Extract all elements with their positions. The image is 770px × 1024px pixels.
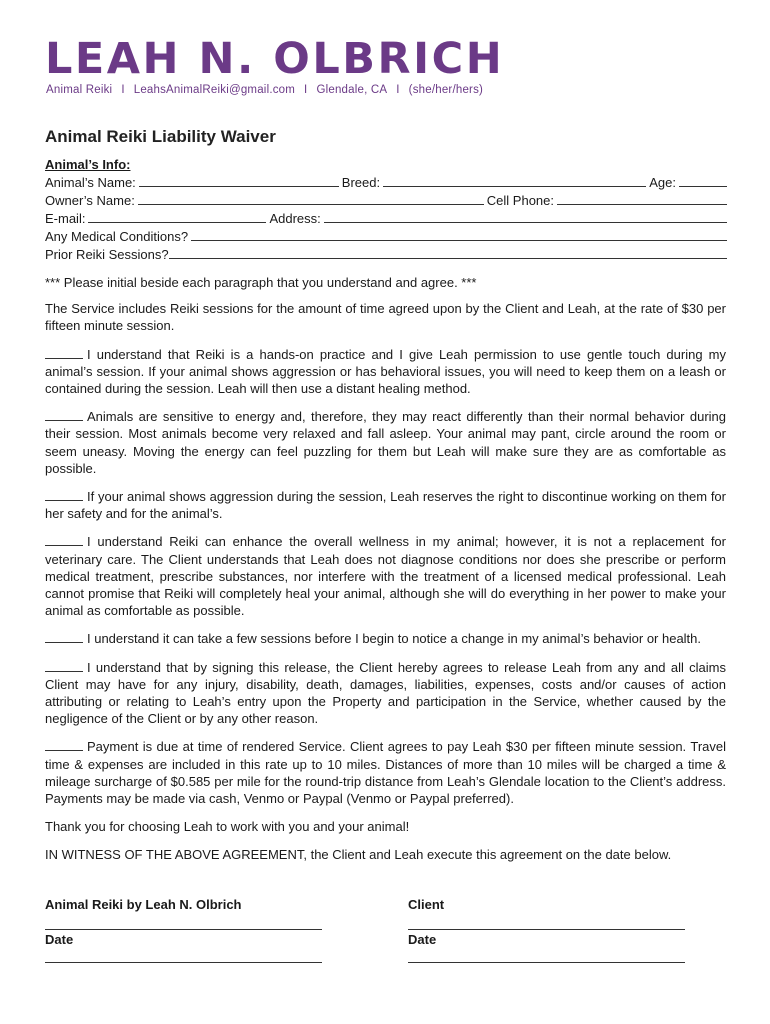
contact-email[interactable]: LeahsAnimalReiki@gmail.com [133,84,296,96]
clause-sessions [45,630,726,647]
clause-text: If your animal shows aggression during the session, Leah reserves the right to discontinue working on them for her safety and for the animal’s. [45,489,726,522]
email-field[interactable] [88,211,266,223]
initial-instruction: *** Please initial beside each paragraph that you understand and agree. *** [45,275,477,290]
cell-phone-field[interactable] [557,193,727,205]
animal-name-field[interactable] [139,175,339,187]
initial-blank[interactable] [45,490,83,501]
clause-text: I understand that by signing this release, the Client hereby agrees to release Leah from any and all claims Client may have for any injury, disability, death, damages, liabilities, expenses, costs and/or causes of action attributing or relating to Leah’s entry upon the Property and participation in the Service, whether caused by the negligence of the Client or by any other reason. [45,659,726,727]
email-label: E-mail: [45,211,86,226]
service-paragraph: The Service includes Reiki sessions for the amount of time agreed upon by the Client and Leah, at the rate of $30 per fifteen minute session. [45,301,726,334]
initial-blank[interactable] [45,348,83,359]
row-prior-sessions [45,246,727,264]
clause-energy [45,408,726,477]
client-signature-field[interactable] [408,914,685,930]
witness-statement: IN WITNESS OF THE ABOVE AGREEMENT, the Client and Leah execute this agreement on the date below. [45,847,672,863]
row-email-address [45,210,727,228]
address-field[interactable] [324,211,727,223]
waiver-body [45,274,726,875]
provider-date-field[interactable] [45,949,322,963]
provider-signature-block [45,897,322,963]
clause-text: I understand that Reiki is a hands-on practice and I give Leah permission to use gentle touch during my animal’s session. If your animal shows aggression or has behavioral issues, you will need to keep them on a leash or contained during the session. Leah will then use a distant healing method. [45,346,726,397]
thank-you-note: Thank you for choosing Leah to work with you and your animal! [45,819,410,835]
client-signature-label: Client [408,897,445,912]
business-name: Animal Reiki [46,84,113,96]
clause-text: I understand Reiki can enhance the overall wellness in my animal; however, it is not a replacement for veterinary care. The Client understands that Leah does not diagnose conditions nor does she prescribe or perform medical treatment, prescribe substances, nor interfere with the treatment of a licensed medical professional. Leah cannot promise that Reiki will completely heal your animal, although she will do everything in her power to make your animal as comfortable as possible. [45,534,726,619]
initial-blank[interactable] [45,410,83,421]
owner-name-field[interactable] [138,193,484,205]
row-owner-phone [45,192,727,210]
client-date-field[interactable] [408,949,685,963]
clause-veterinary [45,533,726,619]
clause-payment [45,738,726,807]
clause-text: Animals are sensitive to energy and, therefore, they may react differently than their normal behavior during their session. Most animals become very relaxed and fall asleep. Your animal may pant, circle around the room or seem uneasy. Moving the energy can feel puzzling for them but Leah will make sure they are as comfortable as possible. [45,409,726,476]
brand-logo-name: LEAH N. OLBRICH [45,34,505,84]
clause-text: I understand it can take a few sessions before I begin to notice a change in my animal’s behavior or health. [87,631,702,647]
medical-field[interactable] [191,229,727,241]
client-signature-block [408,897,685,963]
breed-field[interactable] [383,175,646,187]
document-title: Animal Reiki Liability Waiver [45,127,276,146]
clause-aggression [45,488,726,522]
prior-sessions-label: Prior Reiki Sessions? [45,247,169,262]
medical-label: Any Medical Conditions? [45,229,189,244]
cell-phone-label: Cell Phone: [486,193,554,208]
provider-signature-label: Animal Reiki by Leah N. Olbrich [45,897,242,912]
separator: I [304,84,308,96]
initial-blank[interactable] [45,632,83,643]
client-date-label: Date [408,932,437,947]
animal-info-section [45,156,727,264]
contact-location: Glendale, CA [316,84,388,96]
pronouns: (she/her/hers) [408,84,484,96]
initial-blank[interactable] [45,740,83,751]
row-medical [45,228,727,246]
address-label: Address: [269,211,321,226]
breed-label: Breed: [341,175,381,190]
row-name-breed-age [45,174,727,192]
animal-name-label: Animal’s Name: [45,175,136,190]
header-contact-line [46,84,483,96]
provider-date-label: Date [45,932,74,947]
initial-blank[interactable] [45,661,83,672]
initial-blank[interactable] [45,535,83,546]
separator: I [121,84,125,96]
age-field[interactable] [679,175,727,187]
clause-release [45,659,726,728]
prior-sessions-field[interactable] [169,247,727,259]
separator: I [396,84,400,96]
age-label: Age: [649,175,676,190]
clause-hands-on [45,346,726,398]
animal-info-heading: Animal’s Info: [45,157,131,172]
owner-name-label: Owner’s Name: [45,193,135,208]
provider-signature-field[interactable] [45,914,322,930]
clause-text: Payment is due at time of rendered Service. Client agrees to pay Leah $30 per fifteen minute session. Travel time & expenses are included in this rate up to 10 miles. Distances of more than 10 miles will be charged a time & mileage surcharge of $0.585 per mile for the round-trip distance from Leah’s Glendale location to the Client’s address. Payments may be made via cash, Venmo or Paypal (Venmo or Paypal preferred). [45,739,726,807]
